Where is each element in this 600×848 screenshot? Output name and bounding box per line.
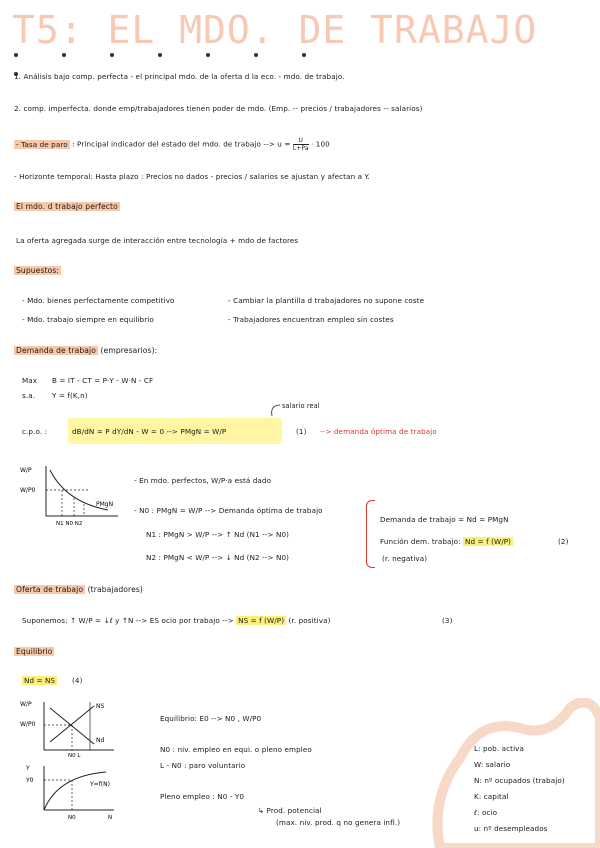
supuesto-right-2: - Trabajadores encuentran empleo sin costes: [228, 315, 394, 324]
tasa-paro-line: [14, 137, 330, 152]
equilibrio-graph-2-x-label: N: [108, 815, 113, 821]
demanda-bullet-4: N2 : PMgN < W/P --> ↓ Nd (N2 --> N0): [146, 553, 290, 562]
legend-item-3: N: nº ocupados (trabajo): [474, 776, 565, 785]
demanda-bullet-2: - N0 : PMgN = W/P --> Demanda óptima de trabajo: [134, 506, 323, 515]
equilibrio-graph-2: [18, 762, 128, 822]
equilibrio-eq: Nd = NS: [24, 676, 56, 685]
cpo-number: (1): [296, 427, 307, 436]
tasa-paro-fraction: $\frac{U}{L+Pa}$: [292, 137, 309, 152]
supuestos-heading: Supuestos:: [16, 266, 60, 275]
equilibrio-graph-1-y-label: W/P: [20, 701, 32, 708]
cpo-result: --> demanda óptima de trabajo: [320, 427, 437, 436]
equilibrio-pleno-text: Pleno empleo : N0 - Y0: [160, 792, 245, 801]
salario-real-arrow: [266, 402, 282, 418]
supuesto-right-1: - Cambiar la plantilla d trabajadores no supone coste: [228, 296, 425, 305]
tasa-paro-label: - Tasa de paro: [16, 139, 68, 149]
tasa-paro-end: · 100: [311, 139, 330, 149]
section-perfecto-heading: El mdo. d trabajo perfecto: [16, 202, 118, 211]
intro-line-1: 1. Análisis bajo comp. perfecta - el principal mdo. de la oferta d la eco. - mdo. de trabajo.: [14, 72, 345, 81]
horizonte-line: [14, 172, 370, 181]
salario-real-note: salario real: [282, 402, 320, 410]
demanda-bullet-3: N1 : PMgN > W/P --> ↑ Nd (N1 --> N0): [146, 530, 290, 539]
oferta-line-eq: NS = f (W/P): [238, 616, 285, 625]
page-title: T5: EL MDO. DE TRABAJO: [12, 8, 538, 52]
oferta-line-post: (r. positiva): [288, 616, 331, 625]
equilibrio-graph-1-ns-label: NS: [96, 703, 105, 710]
demanda-right-2-number: (2): [558, 537, 569, 546]
legend-item-6: u: nº desempleados: [474, 824, 548, 833]
sa-equation: Y = f(K,n): [52, 391, 88, 400]
demanda-graph-x-labels: N1 N0 N2: [56, 521, 83, 527]
equilibrio-eq-number: (4): [72, 676, 83, 685]
horizonte-label: - Horizonte temporal: [14, 172, 91, 181]
sa-label: s.a.: [22, 391, 36, 400]
cpo-label: c.p.o. :: [22, 427, 48, 436]
horizonte-text: : Hasta plazo : Precios no dados - precios / salarios se ajustan y afectan a Y.: [90, 172, 370, 181]
max-equation: B = IT - CT = P·Y - W·N - CF: [52, 376, 154, 385]
section-perfecto-text: La oferta agregada surge de interacción entre tecnología + mdo de factores: [16, 236, 299, 245]
supuesto-left-2: - Mdo. trabajo siempre en equilibrio: [22, 315, 154, 324]
equilibrio-n0-text: N0 : niv. empleo en equi. o pleno empleo: [160, 745, 312, 754]
tasa-paro-text: : Principal indicador del estado del mdo. de trabajo --> u =: [72, 139, 291, 149]
demanda-right-3: (r. negativa): [382, 554, 428, 563]
demanda-graph-y-label: W/P: [20, 467, 32, 474]
equilibrio-graph-1: [18, 698, 128, 758]
legend-item-5: ℓ: ocio: [474, 808, 498, 817]
demanda-graph: [18, 462, 128, 528]
demanda-bullet-1: - En mdo. perfectos, W/P·a está dado: [134, 476, 272, 485]
equilibrio-graph-2-curve-label: Y=f(N): [90, 781, 110, 788]
demanda-brace: [366, 500, 375, 568]
equilibrio-graph-2-y-label: Y: [26, 765, 30, 772]
title-dots: [14, 42, 374, 48]
equilibrio-graph-1-y0-label: W/P0: [20, 721, 36, 728]
equilibrio-max-text: (max. niv. prod. q no genera infl.): [276, 818, 401, 827]
oferta-line: [22, 616, 330, 625]
equilibrio-graph-1-nd-label: Nd: [96, 737, 105, 744]
legend-item-4: K: capital: [474, 792, 509, 801]
equilibrio-prod-text: ↳ Prod. potencial: [258, 806, 322, 815]
cpo-equation: dB/dN = P dY/dN - W = 0 --> PMgN = W/P: [72, 427, 227, 436]
equilibrio-graph-1-x-labels: N0 L: [68, 753, 81, 759]
equilibrio-heading: Equilibrio: [16, 647, 53, 656]
oferta-number: (3): [442, 616, 453, 625]
demanda-graph-curve-label: PMgN: [96, 501, 114, 508]
oferta-line-pre: Suponemos: ↑ W/P = ↓ℓ y ↑N --> ES ocio por trabajo -->: [22, 616, 234, 625]
equilibrio-graph-2-y0-label: Y0: [26, 777, 34, 784]
legend-item-2: W: salario: [474, 760, 511, 769]
supuesto-left-1: - Mdo. bienes perfectamente competitivo: [22, 296, 175, 305]
max-label: Max: [22, 376, 38, 385]
oferta-heading: Oferta de trabajo (trabajadores): [16, 585, 143, 594]
equilibrio-l-text: L - N0 : paro voluntario: [160, 761, 246, 770]
equilibrio-graph-2-x0-label: N0: [68, 815, 76, 821]
demanda-right-1: Demanda de trabajo = Nd = PMgN: [380, 515, 509, 524]
equilibrio-text: Equilibrio: E0 --> N0 , W/P0: [160, 714, 262, 723]
legend-item-1: L: pob. activa: [474, 744, 525, 753]
demanda-graph-y0-label: W/P0: [20, 487, 36, 494]
intro-line-2: 2. comp. imperfecta. donde emp/trabajadores tienen poder de mdo. (Emp. -- precios / trabajadores -- salarios): [14, 104, 423, 113]
demanda-right-2: Función dem. trabajo: Nd = f (W/P): [380, 537, 512, 546]
demanda-heading: Demanda de trabajo (empresarios):: [16, 346, 158, 355]
